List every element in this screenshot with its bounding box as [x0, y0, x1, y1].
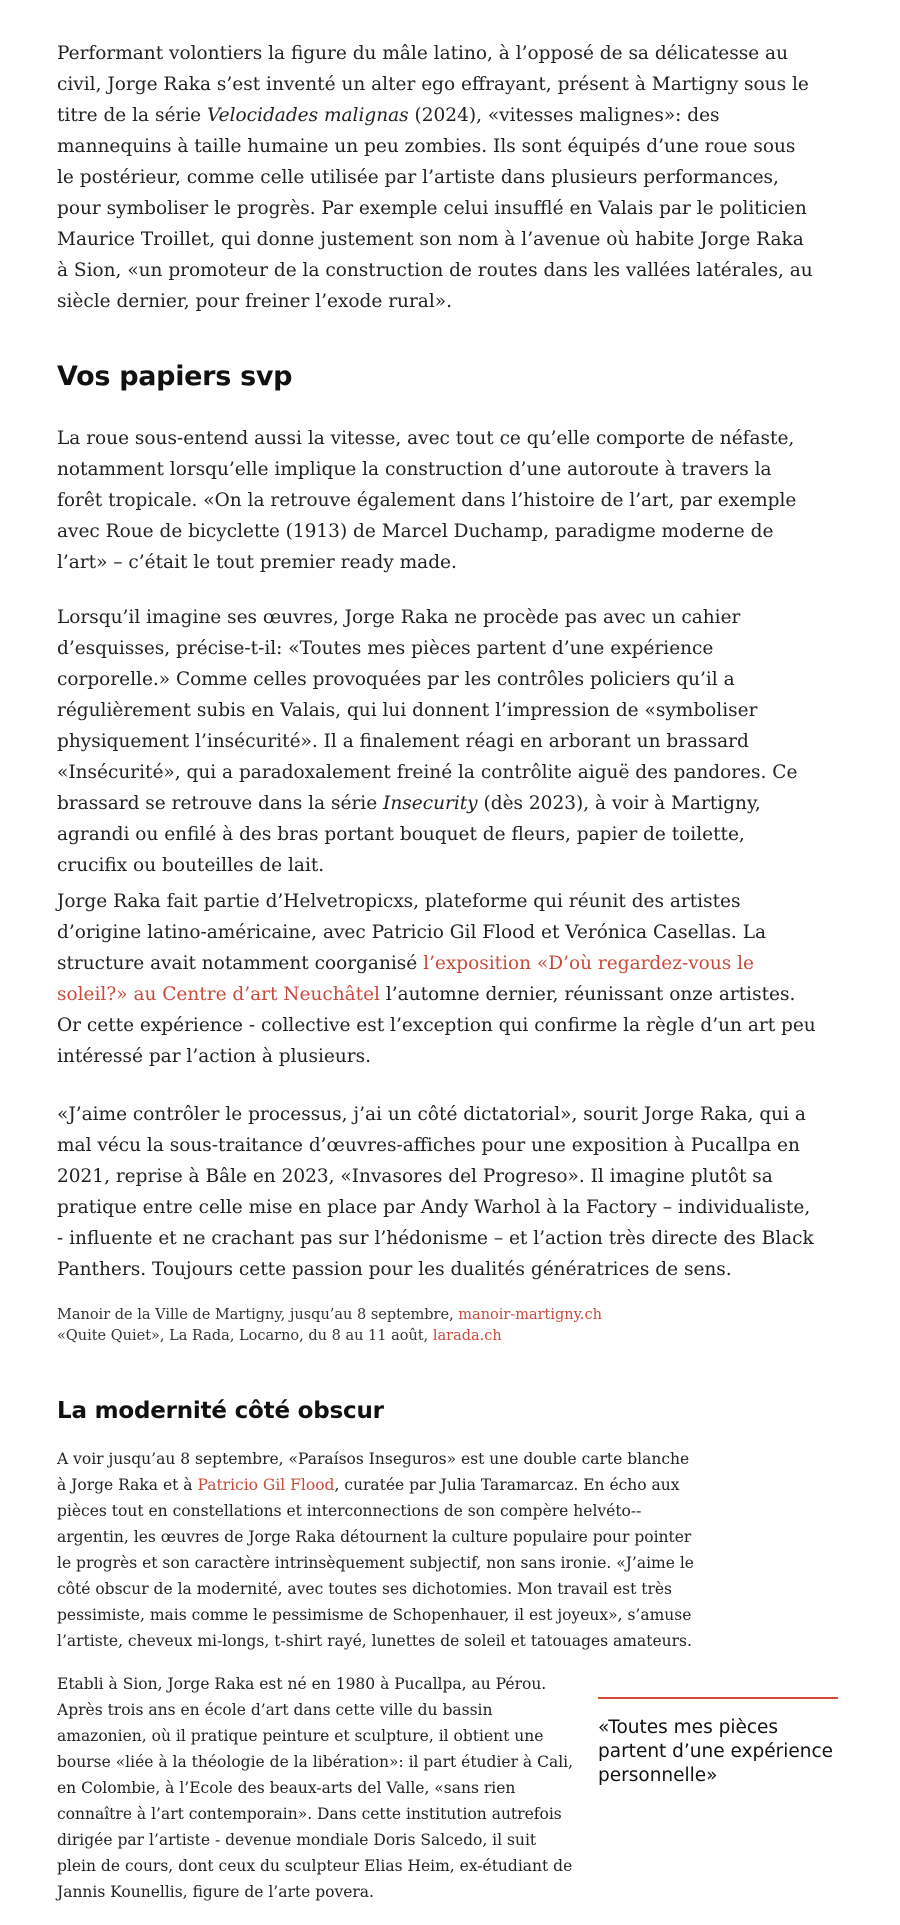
article-paragraph-3 — [57, 602, 817, 881]
paragraph-text: A voir jusqu’au 8 septembre, «Paraísos Inseguros» est une double carte blanche à Jorge Raka et à — [57, 1450, 690, 1494]
paragraph-text: La roue sous-entend aussi la vitesse, avec tout ce qu’elle comporte de néfaste, notamment lorsqu’elle implique la construction d’une autoroute à travers la forêt tropicale. «On la retrouve également dans l’histoire de l’art, par exemple avec Roue de bicyclette (1913) de Marcel Duchamp, paradigme moderne de l’art» – c’était le tout premier ready made. — [57, 428, 797, 573]
paragraph-text: (2024), «vitesses malignes»: des mannequins à taille humaine un peu zombies. Ils sont équipés d’une roue sous le postérieur, comme celle utilisée par l’artiste dans plusieurs performances, pour symboliser le progrès. Par exemple celui insufflé en Valais par le politicien Maurice Troillet, qui donne justement son nom à l’avenue où habite Jorge Raka à Sion, «un promoteur de la construction de routes dans les vallées latérales, au siècle dernier, pour freiner l’exode rural». — [57, 105, 813, 312]
quote-divider — [598, 1697, 838, 1699]
paragraph-text: Jorge Raka fait partie d’Helvetropicxs, plateforme qui réunit des artistes d’origine latino-américaine, avec Patricio Gil Flood et Verónica Casellas. La structure avait notamment coorganisé — [57, 891, 767, 974]
pull-quote: «Toutes mes pièces partent d’une expérience personnelle» — [598, 1717, 834, 1786]
exhibition-link[interactable]: l’exposition «D’où regardez-vous le soleil?» au Centre d’art Neuchâtel — [57, 953, 754, 1005]
artist-link[interactable]: Patricio Gil Flood — [197, 1476, 335, 1494]
article-paragraph-2 — [57, 423, 817, 578]
paragraph-text: «J’aime contrôler le processus, j’ai un côté dictatorial», sourit Jorge Raka, qui a mal vécu la sous-traitance d’œuvres-affiches pour une exposition à Pucallpa en 2021, reprise à Bâle en 2023, «Invasores del Progreso». Il imagine plutôt sa pratique entre celle mise en place par Andy Warhol à la Factory – individualiste, - influente et ne crachant pas sur l’hédonisme – et l’action très directe des Black Panthers. Toujours cette passion pour les dualités génératrices de sens. — [57, 1104, 814, 1280]
box-heading: La modernité côté obscur — [57, 1398, 384, 1424]
box-paragraph-2 — [57, 1671, 577, 1905]
exhibition-info — [57, 1305, 817, 1347]
paragraph-text: , curatée par Julia Taramarcaz. En écho aux pièces tout en constellations et interconnections de son compère helvéto-- argentin, les œuvres de Jorge Raka détournent la culture populaire pour pointer le progrès et son caractère intrinsèquement subjectif, non sans ironie. «J’aime le côté obscur de la modernité, avec toutes ses dichotomies. Mon travail est très pessimiste, mais comme le pessimisme de Schopenhauer, il est joyeux», s’amuse l’artiste, cheveux mi-longs, t-shirt rayé, lunettes de soleil et tatouages amateurs. — [57, 1476, 694, 1650]
article-paragraph-5 — [57, 1099, 817, 1285]
article-paragraph-1 — [57, 38, 817, 317]
manoir-link[interactable]: manoir-martigny.ch — [458, 1307, 602, 1323]
paragraph-text: l’automne dernier, réunissant onze artistes. Or cette expérience - collective est l’exception qui confirme la règle d’un art peu intéressé par l’action à plusieurs. — [57, 984, 816, 1067]
box-paragraph-1 — [57, 1446, 697, 1654]
section-heading: Vos papiers svp — [57, 361, 293, 392]
paragraph-text: (dès 2023), à voir à Martigny, agrandi ou enfilé à des bras portant bouquet de fleurs, papier de toilette, crucifix ou bouteilles de lait. — [57, 793, 761, 876]
series-title: Insecurity — [383, 793, 478, 814]
paragraph-text: Performant volontiers la figure du mâle latino, à l’opposé de sa délicatesse au civil, Jorge Raka s’est inventé un alter ego effrayant, présent à Martigny sous le titre de la série — [57, 43, 809, 126]
series-title: Velocidades malignas — [207, 105, 409, 126]
paragraph-text: Etabli à Sion, Jorge Raka est né en 1980 à Pucallpa, au Pérou. Après trois ans en école d’art dans cette ville du bassin amazonien, où il pratique peinture et sculpture, il obtient une bourse «liée à la théologie de la libération»: il part étudier à Cali, en Colombie, à l’Ecole des beaux-arts del Valle, «sans rien connaître à l’art contemporain». Dans cette institution autrefois dirigée par l’artiste - devenue mondiale Doris Salcedo, il suit plein de cours, dont ceux du sculpteur Elias Heim, ex-étudiant de Jannis Kounellis, figure de l’arte povera. — [57, 1675, 574, 1901]
info-line-martigny — [57, 1305, 817, 1326]
article-paragraph-4 — [57, 886, 817, 1072]
info-line-locarno — [57, 1326, 817, 1347]
paragraph-text: Lorsqu’il imagine ses œuvres, Jorge Raka ne procède pas avec un cahier d’esquisses, précise-t-il: «Toutes mes pièces partent d’une expérience corporelle.» Comme celles provoquées par les contrôles policiers qu’il a régulièrement subis en Valais, qui lui donnent l’impression de «symboliser physiquement l’insécurité». Il a finalement réagi en arborant un brassard «Insécurité», qui a paradoxalement freiné la contrôlite aiguë des pandores. Ce brassard se retrouve dans la série — [57, 607, 798, 814]
info-text: «Quite Quiet», La Rada, Locarno, du 8 au 11 août, — [57, 1328, 433, 1344]
info-text: Manoir de la Ville de Martigny, jusqu’au 8 septembre, — [57, 1307, 459, 1323]
larada-link[interactable]: larada.ch — [432, 1328, 502, 1344]
